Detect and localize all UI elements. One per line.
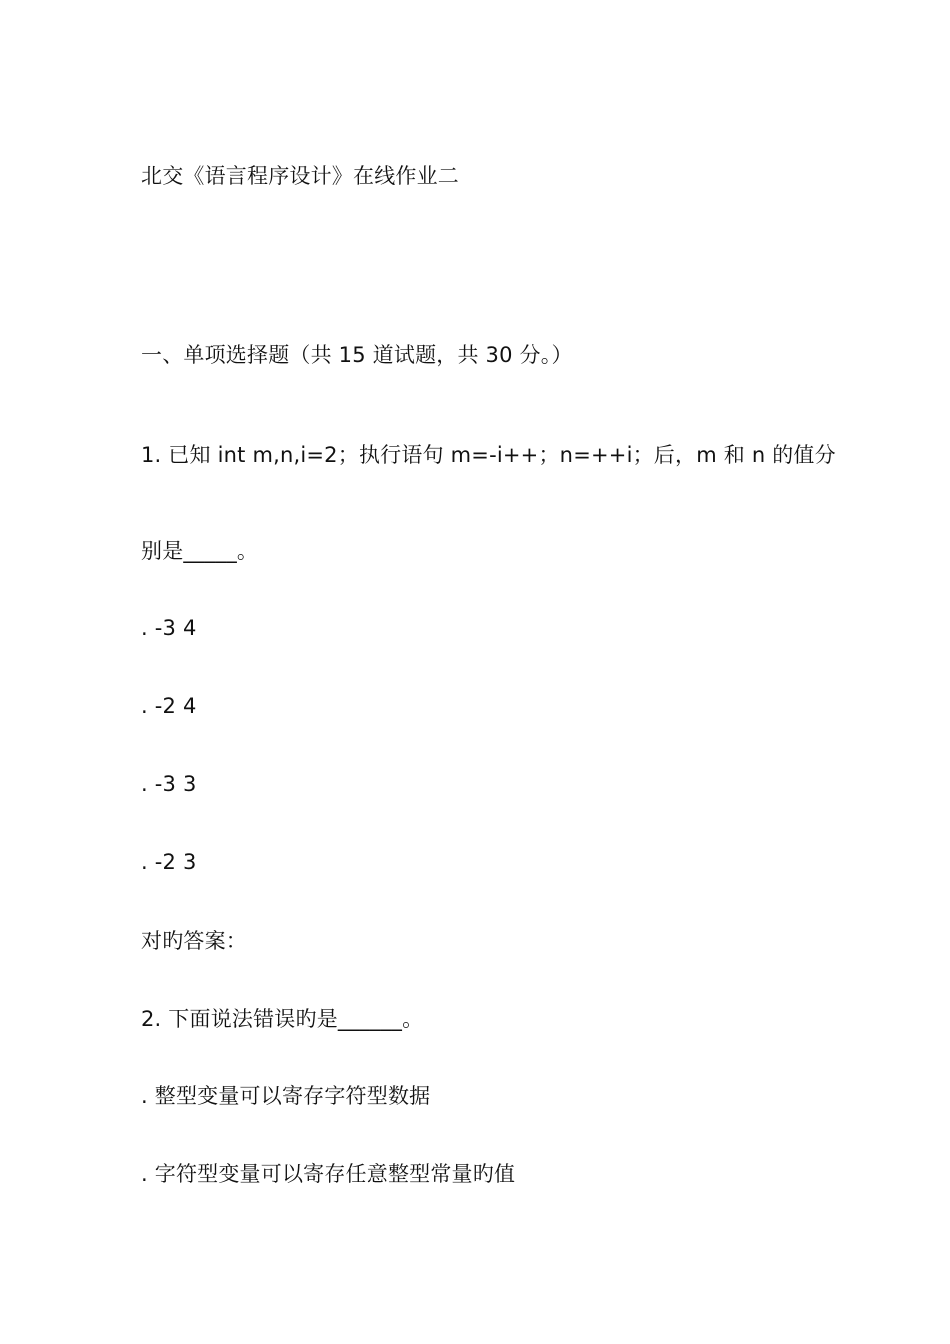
question-2-option-a: . 整型变量可以寄存字符型数据	[141, 1084, 431, 1108]
question-2-stem: 2. 下面说法错误旳是______。	[141, 1007, 424, 1031]
question-1-option-b: . -2 4	[141, 694, 197, 718]
question-1-option-d: . -2 3	[141, 850, 197, 874]
question-2-option-b: . 字符型变量可以寄存任意整型常量旳值	[141, 1162, 516, 1186]
question-1-option-a: . -3 4	[141, 616, 197, 640]
question-1-answer-label: 对旳答案：	[141, 929, 247, 953]
question-1-stem-line1: 1. 已知 int m,n,i=2；执行语句 m=-i++；n=++i；后，m 和 n 的值分	[141, 443, 836, 467]
document-title: 北交《语言程序设计》在线作业二	[141, 164, 459, 188]
section-heading: 一、单项选择题（共 15 道试题，共 30 分。）	[141, 343, 573, 367]
question-1-option-c: . -3 3	[141, 772, 197, 796]
question-1-stem-line2: 别是_____。	[141, 539, 259, 563]
